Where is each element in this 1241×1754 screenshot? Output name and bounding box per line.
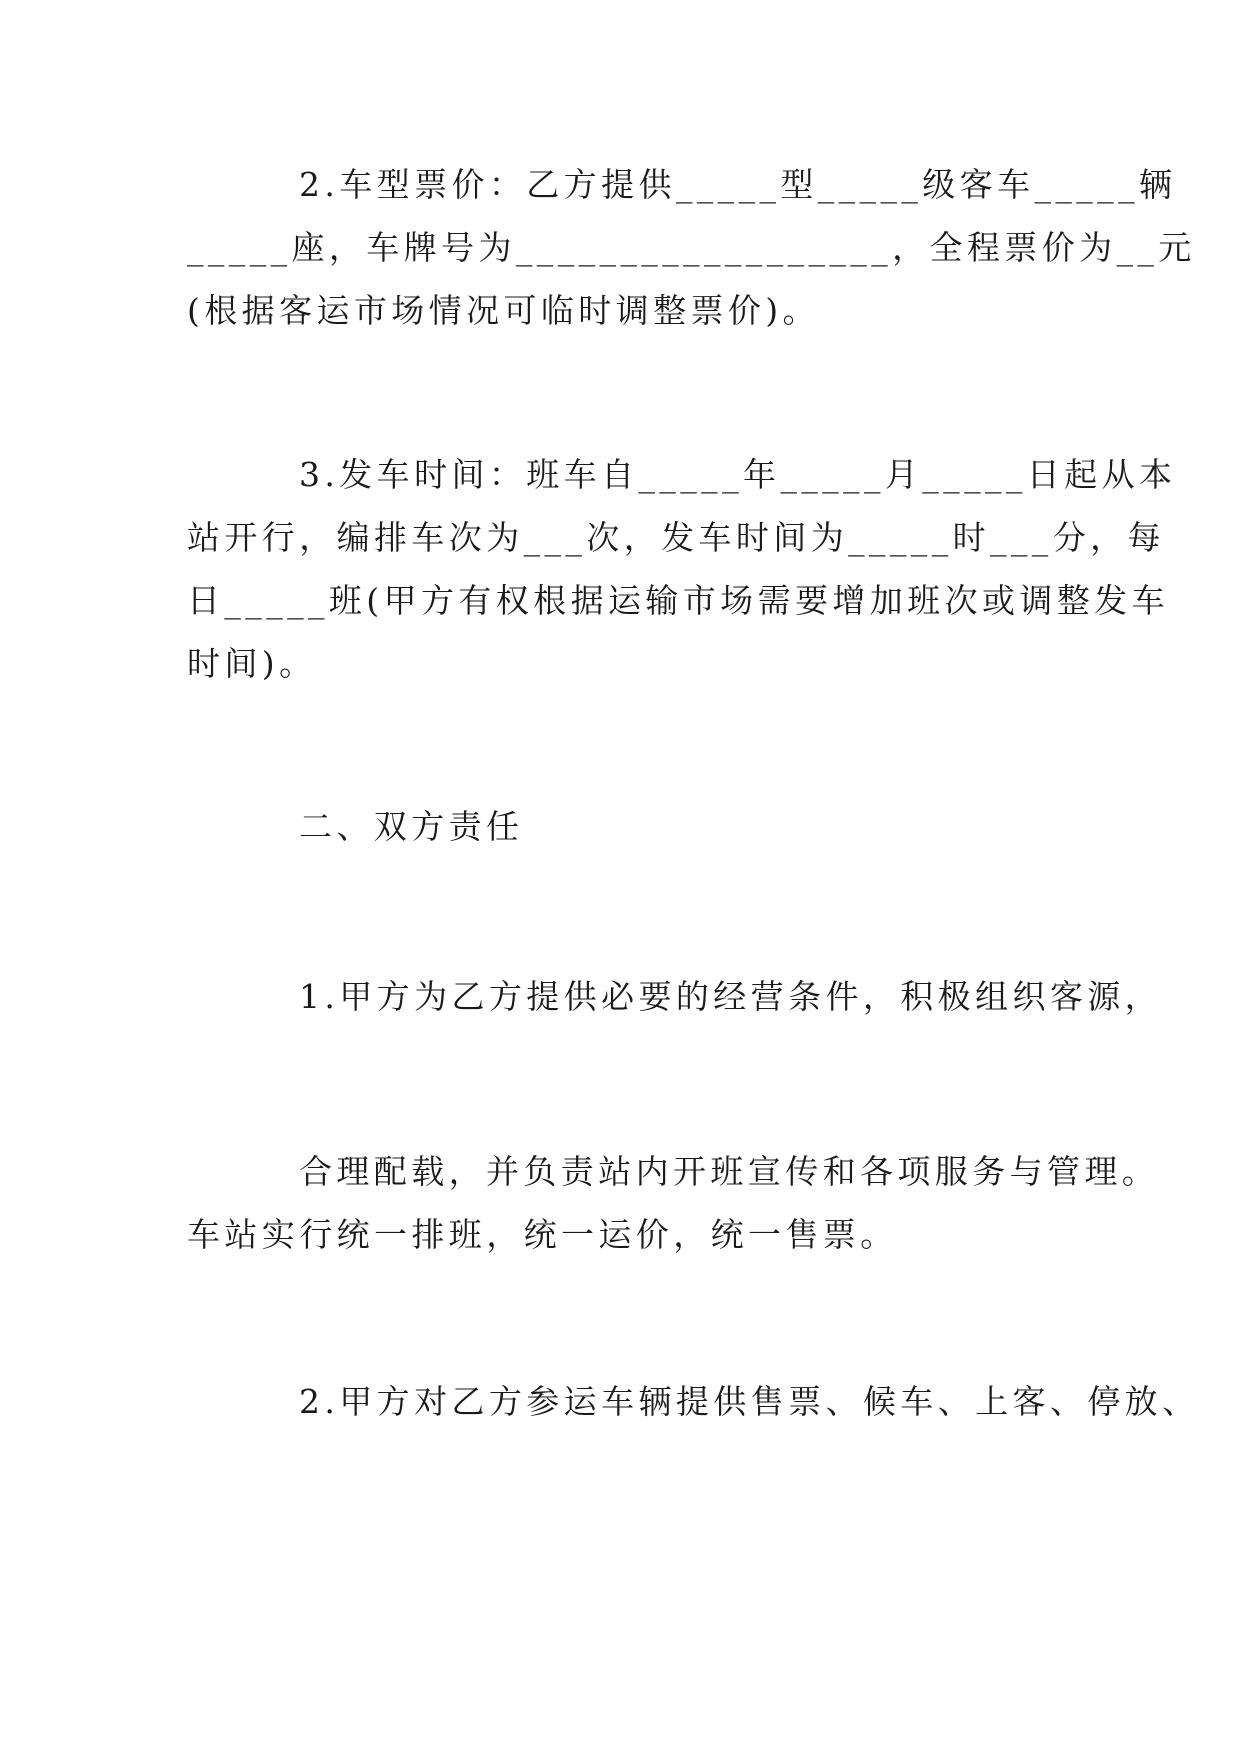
text-line: 2.甲方对乙方参运车辆提供售票、候车、上客、停放、 bbox=[299, 1382, 1200, 1421]
text-line: 日_____班(甲方有权根据运输市场需要增加班次或调整发车 bbox=[187, 581, 1169, 620]
clause-scheduling bbox=[187, 1140, 1160, 1266]
section-heading: 二、双方责任 bbox=[299, 807, 524, 846]
text-line: 车站实行统一排班，统一运价，统一售票。 bbox=[187, 1215, 898, 1254]
text-line: 合理配载，并负责站内开班宣传和各项服务与管理。 bbox=[299, 1152, 1160, 1191]
section-heading-responsibilities bbox=[187, 795, 1067, 858]
text-line: 3.发车时间：班车自_____年_____月_____日起从本 bbox=[299, 455, 1177, 494]
text-line: _____座，车牌号为__________________，全程票价为__元 bbox=[187, 228, 1196, 267]
text-line: 1.甲方为乙方提供必要的经营条件，积极组织客源， bbox=[299, 977, 1163, 1016]
clause-vehicle-type-fare bbox=[187, 153, 1196, 342]
clause-departure-time bbox=[187, 443, 1177, 695]
text-line: 时间)。 bbox=[187, 644, 317, 683]
text-line: (根据客运市场情况可临时调整票价)。 bbox=[187, 291, 820, 330]
clause-party-a-services bbox=[187, 1370, 1200, 1433]
text-line: 站开行，编排车次为___次，发车时间为_____时___分，每 bbox=[187, 518, 1165, 557]
text-line: 2.车型票价：乙方提供_____型_____级客车_____辆 bbox=[299, 165, 1177, 204]
clause-party-a-conditions bbox=[187, 965, 1163, 1028]
